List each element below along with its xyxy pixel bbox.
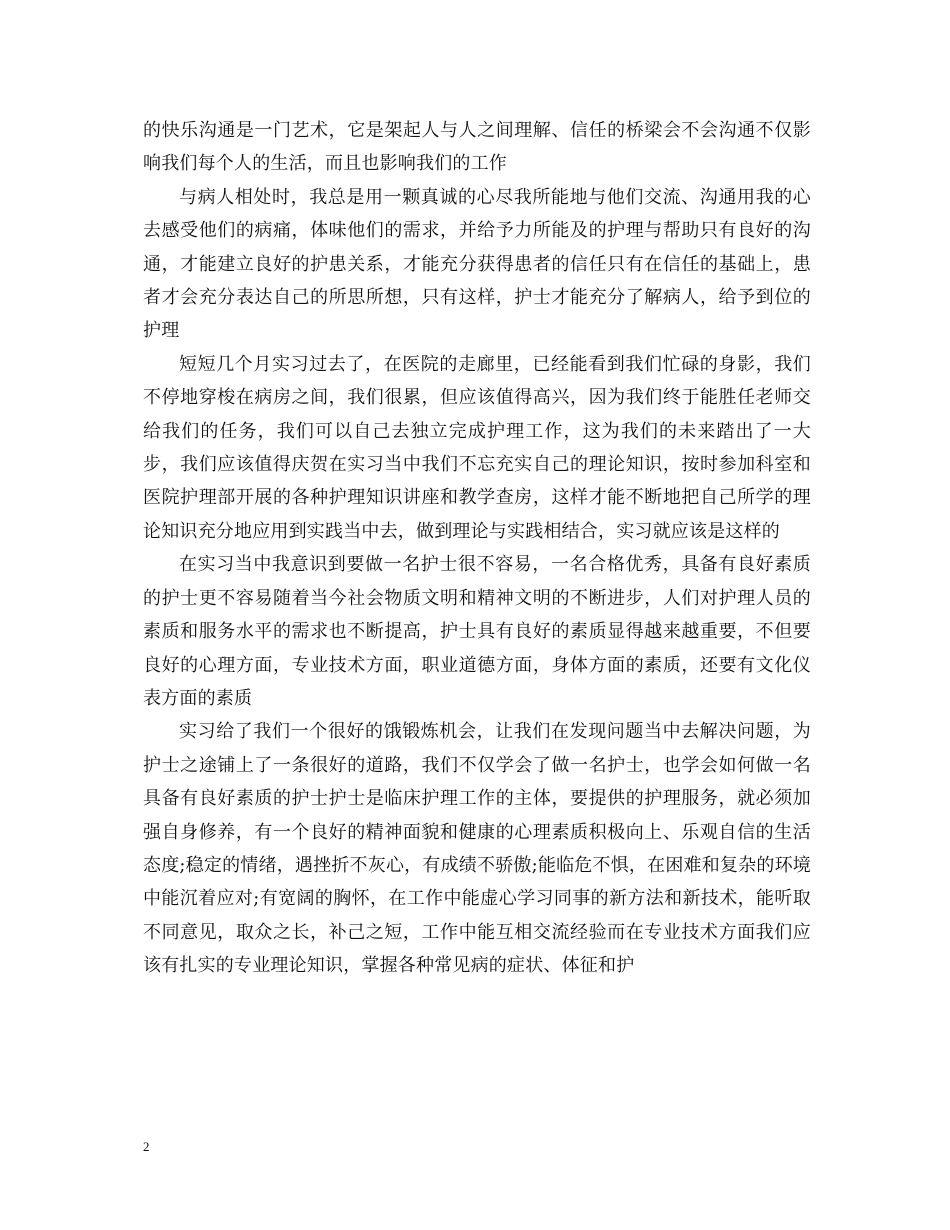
paragraph-1: 的快乐沟通是一门艺术，它是架起人与人之间理解、信任的桥梁会不会沟通不仅影响我们每个人的生活，而且也影响我们的工作 [143, 120, 811, 175]
paragraph-4: 在实习当中我意识到要做一名护士很不容易，一名合格优秀，具备有良好素质的护士更不容易随着当今社会物质文明和精神文明的不断进步，人们对护理人员的素质和服务水平的需求也不断提高，护士具有良好的素质显得越来越重要，不但要良好的心理方面，专业技术方面，职业道德方面，身体方面的素质，还要有文化仪表方面的素质 [143, 554, 811, 709]
paragraph-5: 实习给了我们一个很好的饿锻炼机会，让我们在发现问题当中去解决问题，为护士之途铺上了一条很好的道路，我们不仅学会了做一名护士，也学会如何做一名具备有良好素质的护士护士是临床护理工作的主体，要提供的护理服务，就必须加强自身修养，有一个良好的精神面貌和健康的心理素质积极向上、乐观自信的生活态度;稳定的情绪，遇挫折不灰心，有成绩不骄傲;能临危不惧，在困难和复杂的环境中能沉着应对;有宽阔的胸怀，在工作中能虚心学习同事的新方法和新技术，能听取不同意见，取众之长，补己之短，工作中能互相交流经验而在专业技术方面我们应该有扎实的专业理论知识，掌握各种常见病的症状、体征和护 [143, 721, 811, 977]
paragraph-2: 与病人相处时，我总是用一颗真诚的心尽我所能地与他们交流、沟通用我的心去感受他们的病痛，体味他们的需求，并给予力所能及的护理与帮助只有良好的沟通，才能建立良好的护患关系，才能充分获得患者的信任只有在信任的基础上，患者才会充分表达自己的所思所想，只有这样，护士才能充分了解病人，给予到位的护理 [143, 186, 811, 342]
body-text [143, 114, 811, 983]
paragraph-3: 短短几个月实习过去了，在医院的走廊里，已经能看到我们忙碌的身影，我们不停地穿梭在病房之间，我们很累，但应该值得高兴，因为我们终于能胜任老师交给我们的任务，我们可以自己去独立完成护理工作，这为我们的未来踏出了一大步，我们应该值得庆贺在实习当中我们不忘充实自己的理论知识，按时参加科室和医院护理部开展的各种护理知识讲座和教学查房，这样才能不断地把自己所学的理论知识充分地应用到实践当中去，做到理论与实践相结合，实习就应该是这样的 [143, 353, 811, 542]
page-number: 2 [143, 1139, 150, 1154]
